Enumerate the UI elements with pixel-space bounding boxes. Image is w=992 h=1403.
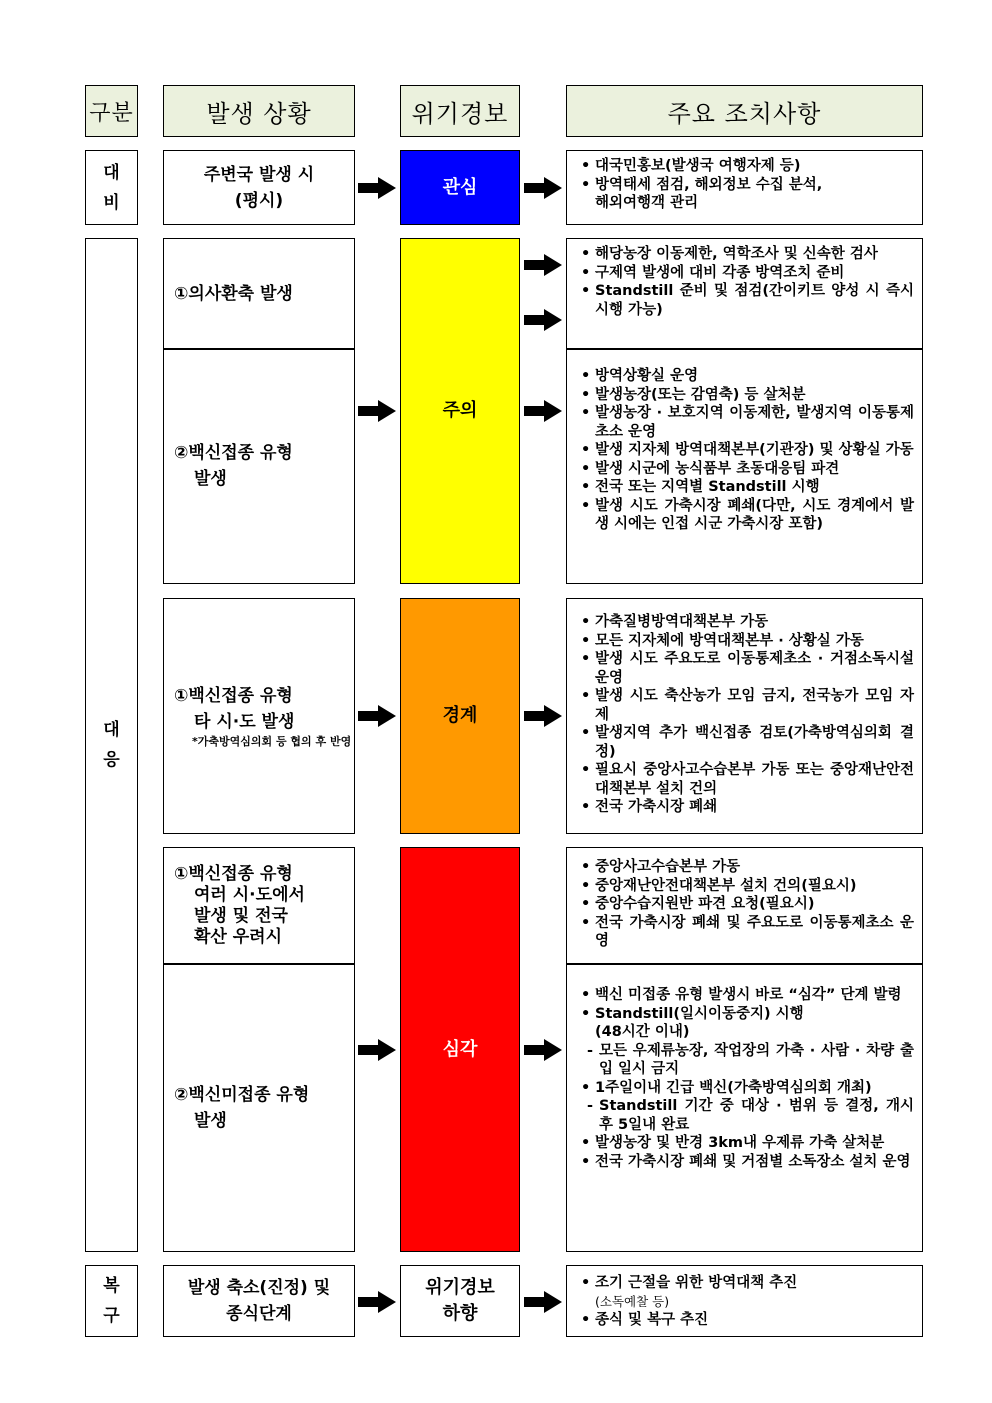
list-item: • 발생농장(또는 감염축) 등 살처분 (581, 386, 914, 405)
arrow-right-icon (358, 400, 396, 422)
list-item: • 발생지역 추가 백신접종 검토(가축방역심의회 결정) (581, 724, 914, 761)
category-recover: 복 구 (85, 1265, 138, 1337)
arrow-right-icon (524, 400, 562, 422)
arrow-right-icon (524, 1039, 562, 1061)
level-caution: 주의 (400, 238, 520, 584)
arrow-right-icon (524, 177, 562, 199)
list-item: • 발생 시도 주요도로 이동통제초소 · 거점소독시설 운영 (581, 650, 914, 687)
actions-serious-2 (566, 963, 923, 1252)
header-category: 구분 (85, 85, 138, 137)
list-item: • 전국 가축시장 폐쇄 (581, 798, 914, 817)
list-item: • 전국 또는 지역별 Standstill 시행 (581, 478, 914, 497)
arrow-right-icon (524, 254, 562, 276)
header-actions: 주요 조치사항 (566, 85, 923, 137)
arrow-right-icon (358, 1039, 396, 1061)
level-serious: 심각 (400, 847, 520, 1252)
arrow-right-icon (358, 177, 396, 199)
list-item: • 방역상황실 운영 (581, 367, 914, 386)
list-item: • 전국 가축시장 폐쇄 및 거점별 소독장소 설치 운영 (581, 1153, 914, 1172)
list-item: • 백신 미접종 유형 발생시 바로 “심각” 단계 발령 (581, 986, 914, 1005)
header-situation: 발생 상황 (163, 85, 355, 137)
actions-serious-1 (566, 847, 923, 965)
category-respond: 대 응 (85, 238, 138, 1252)
situation-caution-1: ①의사환축 발생 (163, 238, 355, 350)
category-prepare: 대 비 (85, 150, 138, 225)
situation-alert: ①백신접종 유형 타 시·도 발생 *가축방역심의회 등 협의 후 반영 (163, 598, 355, 834)
actions-alert (566, 598, 923, 834)
list-item: • 조기 근절을 위한 방역대책 추진 (581, 1274, 914, 1293)
level-lowered: 위기경보 하향 (400, 1265, 520, 1337)
arrow-right-icon (358, 705, 396, 727)
list-item: • 모든 지자체에 방역대책본부 · 상황실 가동 (581, 632, 914, 651)
list-item: • 종식 및 복구 추진 (581, 1311, 914, 1330)
list-item: • 방역태세 점검, 해외정보 수집 분석, (581, 176, 914, 195)
list-item: • 발생 시도 축산농가 모임 금지, 전국농가 모임 자제 (581, 687, 914, 724)
arrow-right-icon (524, 1291, 562, 1313)
list-item: • 발생 시도 가축시장 폐쇄(다만, 시도 경계에서 발생 시에는 인접 시군 가축시장 포함) (581, 497, 914, 534)
list-item: • 1주일이내 긴급 백신(가축방역심의회 개최) (581, 1079, 914, 1098)
list-item: • 중앙사고수습본부 가동 (581, 858, 914, 877)
list-item-continued: 해외여행객 관리 (595, 195, 699, 211)
actions-caution-1 (566, 238, 923, 350)
list-item-continued: (48시간 이내) (595, 1024, 690, 1040)
list-item: • 가축질병방역대책본부 가동 (581, 613, 914, 632)
arrow-right-icon (524, 705, 562, 727)
header-alert: 위기경보 (400, 85, 520, 137)
list-item: • 중앙수습지원반 파견 요청(필요시) (581, 895, 914, 914)
situation-caution-2: ②백신접종 유형 발생 (163, 348, 355, 584)
list-item: • 발생 지자체 방역대책본부(기관장) 및 상황실 가동 (581, 441, 914, 460)
list-item: • 중앙재난안전대책본부 설치 건의(필요시) (581, 877, 914, 896)
list-item: • 발생농장 · 보호지역 이동제한, 발생지역 이동통제초소 운영 (581, 404, 914, 441)
sub-item: - Standstill 기간 중 대상 · 범위 등 결정, 개시 후 5일내 완료 (581, 1097, 914, 1134)
actions-prepare (566, 150, 923, 225)
list-item: • Standstill 준비 및 점검(간이키트 양성 시 즉시 시행 가능) (581, 282, 914, 319)
arrow-right-icon (524, 309, 562, 331)
list-item: • 전국 가축시장 폐쇄 및 주요도로 이동통제초소 운영 (581, 914, 914, 951)
list-item: • 대국민홍보(발생국 여행자제 등) (581, 157, 914, 176)
list-item: • 필요시 중앙사고수습본부 가동 또는 중앙재난안전대책본부 설치 건의 (581, 761, 914, 798)
list-item-note: (소독예찰 등) (595, 1293, 670, 1309)
sub-item: - 모든 우제류농장, 작업장의 가축 · 사람 · 차량 출입 일시 금지 (581, 1042, 914, 1079)
level-alert: 경계 (400, 598, 520, 834)
situation-serious-2: ②백신미접종 유형 발생 (163, 963, 355, 1252)
list-item: • Standstill(일시이동중지) 시행 (581, 1005, 914, 1024)
situation-prepare: 주변국 발생 시 (평시) (163, 150, 355, 225)
situation-recover: 발생 축소(진정) 및 종식단계 (163, 1265, 355, 1337)
list-item: • 해당농장 이동제한, 역학조사 및 신속한 검사 (581, 245, 914, 264)
arrow-right-icon (358, 1291, 396, 1313)
actions-caution-2 (566, 348, 923, 584)
level-interest: 관심 (400, 150, 520, 225)
list-item: • 발생 시군에 농식품부 초동대응팀 파견 (581, 460, 914, 479)
situation-serious-1: ①백신접종 유형 여러 시·도에서 발생 및 전국 확산 우려시 (163, 847, 355, 965)
actions-recover (566, 1265, 923, 1337)
list-item: • 발생농장 및 반경 3km내 우제류 가축 살처분 (581, 1134, 914, 1153)
list-item: • 구제역 발생에 대비 각종 방역조치 준비 (581, 264, 914, 283)
